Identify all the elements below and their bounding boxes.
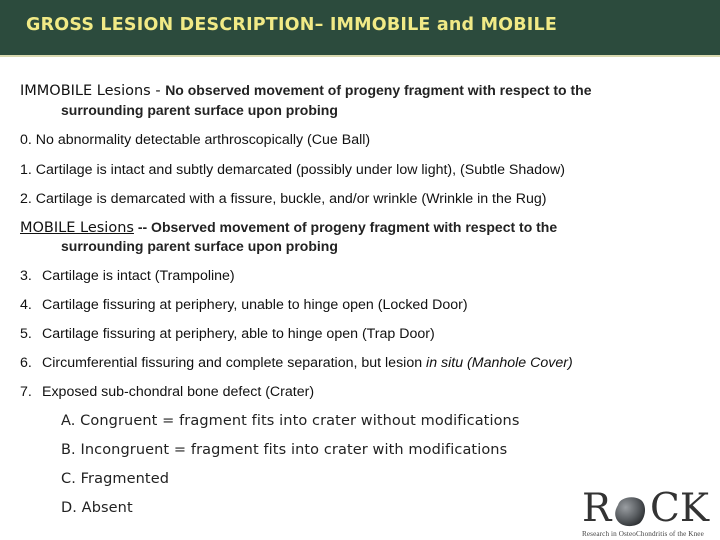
mobile-item-4 — [20, 297, 468, 313]
mobile-item-7 — [20, 384, 314, 400]
item-text: Exposed sub-chondral bone defect (Crater) — [42, 384, 315, 400]
immobile-label: IMMOBILE Lesions - — [20, 83, 166, 99]
logo-caption: Research in OsteoChondritis of the Knee — [582, 530, 704, 538]
logo-letter-r: R — [582, 486, 612, 531]
immobile-item-1: 1. Cartilage is intact and subtly demarcated (possibly under low light), (Subtle Shadow) — [20, 162, 565, 178]
item-number: 7. — [20, 384, 32, 400]
stone-icon — [612, 493, 648, 529]
mobile-heading — [20, 219, 557, 236]
immobile-heading — [20, 82, 591, 99]
item-number: 3. — [20, 268, 32, 284]
logo-letters-ck: CK — [650, 486, 709, 531]
mobile-item-6 — [20, 355, 573, 371]
mobile-desc-line2: surrounding parent surface upon probing — [61, 238, 338, 254]
crater-subitem-d: D. Absent — [61, 500, 133, 516]
rock-logo — [578, 488, 718, 540]
mobile-item-3 — [20, 268, 235, 284]
item-text: Cartilage fissuring at periphery, able to hinge open (Trap Door) — [42, 326, 435, 342]
item-number: 4. — [20, 297, 32, 313]
immobile-desc-line1: No observed movement of progeny fragment with respect to the — [165, 82, 592, 98]
mobile-desc-line1: -- Observed movement of progeny fragment with respect to the — [133, 219, 558, 235]
item-text-italic: in situ (Manhole Cover) — [426, 355, 573, 371]
page-title: GROSS LESION DESCRIPTION– IMMOBILE and MOBILE — [26, 15, 558, 35]
mobile-item-5 — [20, 326, 435, 342]
crater-subitem-c: C. Fragmented — [61, 471, 170, 487]
item-text: Circumferential fissuring and complete separation, but lesion — [42, 355, 427, 371]
item-number: 6. — [20, 355, 32, 371]
crater-subitem-a: A. Congruent = fragment fits into crater without modifications — [61, 413, 520, 429]
immobile-item-0: 0. No abnormality detectable arthroscopically (Cue Ball) — [20, 132, 371, 148]
immobile-desc-line2: surrounding parent surface upon probing — [61, 102, 338, 118]
item-number: 5. — [20, 326, 32, 342]
immobile-item-2: 2. Cartilage is demarcated with a fissure, buckle, and/or wrinkle (Wrinkle in the Rug) — [20, 191, 547, 207]
item-text: Cartilage is intact (Trampoline) — [42, 268, 235, 284]
crater-subitem-b: B. Incongruent = fragment fits into crater with modifications — [61, 442, 508, 458]
item-text: Cartilage fissuring at periphery, unable to hinge open (Locked Door) — [42, 297, 468, 313]
mobile-label: MOBILE Lesions — [20, 220, 134, 236]
